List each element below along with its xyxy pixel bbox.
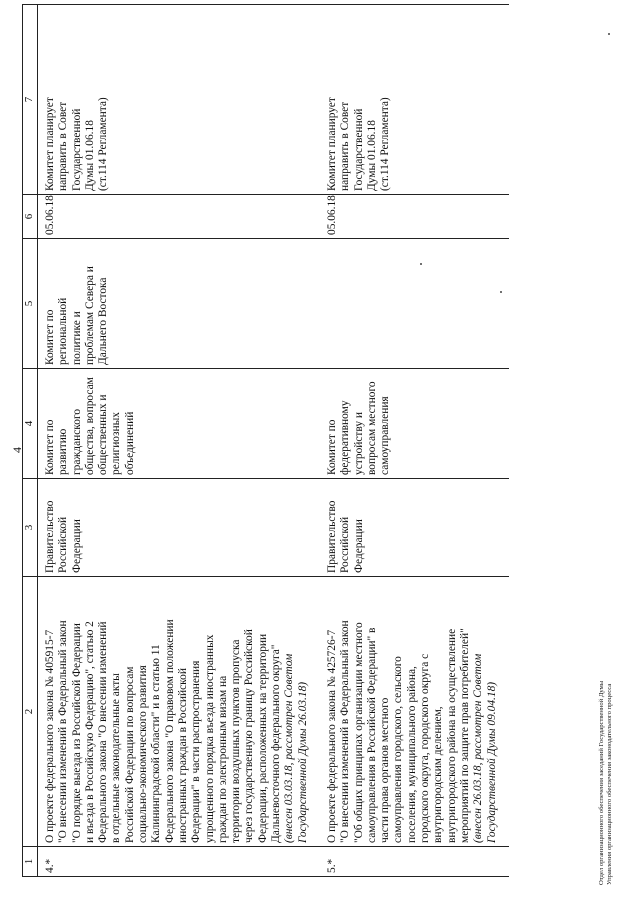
- date-cell: [320, 195, 509, 239]
- bill-title-line: О проекте федерального закона № 425726-7: [325, 629, 338, 843]
- scan-speck: [608, 33, 610, 35]
- bill-note-line: Государственной Думы 26.03.18): [296, 681, 309, 843]
- bill-title-line: Российской Федерации по вопросам: [123, 666, 136, 843]
- author-line: Российской: [339, 516, 352, 573]
- bill-title-line: Дальневосточного федерального округа": [270, 644, 283, 843]
- bill-title-line: О проекте федерального закона № 405915-7: [44, 629, 56, 843]
- footer-note: [598, 681, 614, 885]
- bill-title-line: "Об общих принципах организации местного: [352, 622, 365, 843]
- committee-line: гражданского: [70, 408, 83, 475]
- scan-speck: [420, 263, 422, 265]
- column-header-row: [23, 5, 38, 877]
- column-header: 7: [23, 5, 38, 195]
- bill-title-line: в отдельные законодательные акты: [110, 673, 123, 843]
- column-header: 5: [23, 239, 38, 369]
- plan-line: Комитет планирует: [44, 97, 56, 191]
- bill-title-line: "О порядке выезда из Российской Федерации: [70, 623, 83, 843]
- co-committee-cell: [320, 239, 509, 369]
- bill-title-line: территории воздушных пунктов пропуска: [230, 639, 243, 843]
- committee-line: объединений: [123, 411, 136, 475]
- row-number-cell: [38, 847, 320, 877]
- row-number: 5.*: [325, 858, 338, 873]
- date-cell: [38, 195, 320, 239]
- date-value: 05.06.18: [325, 195, 338, 235]
- plan-line: Комитет планирует: [325, 97, 338, 191]
- author-cell: [38, 479, 320, 577]
- plan-cell: [320, 5, 509, 195]
- plan-line: Думы 01.06.18: [365, 120, 378, 191]
- bill-title-line: самоуправления в Российской Федерации" в: [365, 627, 378, 843]
- bill-title-line: и въезда в Российскую Федерацию", статью 2: [83, 621, 96, 843]
- page-number: 4: [10, 447, 24, 453]
- bill-title-line: Федерации" в части распространения: [190, 660, 203, 843]
- bill-title-line: иностранных граждан в Российской: [176, 668, 189, 843]
- committee-line: Комитет по: [325, 419, 338, 475]
- co-committee-cell: [38, 239, 320, 369]
- row-number: 4.*: [44, 858, 56, 873]
- table-row: [320, 5, 509, 877]
- bill-title-line: через государственную границу Российской: [243, 629, 256, 843]
- bill-title-line: Федерального закона "О правовом положении: [163, 619, 176, 843]
- plan-cell: [38, 5, 320, 195]
- column-header: 2: [23, 577, 38, 847]
- plan-line: направить в Совет: [57, 101, 70, 191]
- table-row: [38, 5, 320, 877]
- bill-title-line: "О внесении изменений в Федеральный закон: [57, 620, 70, 843]
- bill-title-line: городского округа, городского округа с: [419, 653, 432, 843]
- bill-title-line: "О внесении изменений в Федеральный закон: [339, 620, 352, 843]
- bill-note-line: (внесен 26.03.18, рассмотрен Советом: [472, 653, 485, 843]
- footer-line: Отдел организационного обеспечения заседаний Государственной Думы: [598, 680, 605, 885]
- bill-note-line: Государственной Думы 09.04.18): [485, 681, 498, 843]
- scan-speck: [500, 291, 502, 293]
- column-header: 3: [23, 479, 38, 577]
- date-value: 05.06.18: [44, 195, 56, 235]
- bill-title-line: Калининградской области" и в статью 11: [150, 644, 163, 843]
- plan-line: (ст.114 Регламента): [97, 97, 110, 191]
- author-line: Российской: [57, 516, 70, 573]
- bill-title-line: внутригородского района на осуществление: [445, 628, 458, 843]
- bill-title-line: Федерации, расположенных на территории: [256, 633, 269, 843]
- plan-line: направить в Совет: [339, 101, 352, 191]
- committee-line: вопросам местного: [365, 381, 378, 475]
- committee-line: общества, вопросам: [83, 377, 96, 475]
- committee-cell: [38, 369, 320, 479]
- bill-note-line: (внесен 03.03.18, рассмотрен Советом: [283, 653, 296, 843]
- co-committee-line: Дальнего Востока: [97, 277, 110, 365]
- co-committee-line: региональной: [57, 297, 70, 365]
- bill-title-cell: [38, 577, 320, 847]
- bill-title-cell: [320, 577, 509, 847]
- author-cell: [320, 479, 509, 577]
- bill-title-line: внутригородским делением,: [432, 706, 445, 843]
- bill-title-line: мероприятий по защите прав потребителей": [458, 628, 471, 843]
- committee-line: религиозных: [110, 412, 123, 475]
- bill-title-line: поселения, муниципального района,: [405, 666, 418, 843]
- column-header: 1: [23, 847, 38, 877]
- bill-title-line: социально-экономического развития: [137, 665, 150, 843]
- author-line: Правительство: [44, 500, 56, 573]
- author-line: Федерации: [70, 519, 83, 573]
- bill-title-line: упрощенного порядка въезда иностранных: [203, 634, 216, 843]
- committee-line: Комитет по развитию: [44, 419, 70, 475]
- plan-line: Государственной: [352, 108, 365, 191]
- committee-line: общественных и: [97, 394, 110, 475]
- plan-line: (ст.114 Регламента): [379, 97, 392, 191]
- agenda-table: [22, 4, 509, 877]
- bill-title-line: граждан по электронным визам на: [216, 675, 229, 843]
- bill-title-line: самоуправления городского, сельского: [392, 656, 405, 843]
- column-header: 4: [23, 369, 38, 479]
- co-committee-line: Комитет по: [44, 309, 56, 365]
- co-committee-line: политике и: [70, 311, 83, 365]
- plan-line: Государственной: [70, 108, 83, 191]
- bill-title-line: Федерального закона "О внесении изменений: [97, 621, 110, 843]
- committee-line: самоуправления: [379, 396, 392, 475]
- committee-cell: [320, 369, 509, 479]
- author-line: Правительство: [325, 500, 338, 573]
- bill-title-line: части права органов местного: [379, 697, 392, 843]
- author-line: Федерации: [352, 519, 365, 573]
- column-header: 6: [23, 195, 38, 239]
- footer-line: Управления организационного обеспечения законодательного процесса: [606, 683, 613, 885]
- committee-line: устройству и: [352, 411, 365, 475]
- plan-line: Думы 01.06.18: [83, 120, 96, 191]
- committee-line: федеративному: [339, 400, 352, 475]
- row-number-cell: [320, 847, 509, 877]
- co-committee-line: проблемам Севера и: [83, 266, 96, 365]
